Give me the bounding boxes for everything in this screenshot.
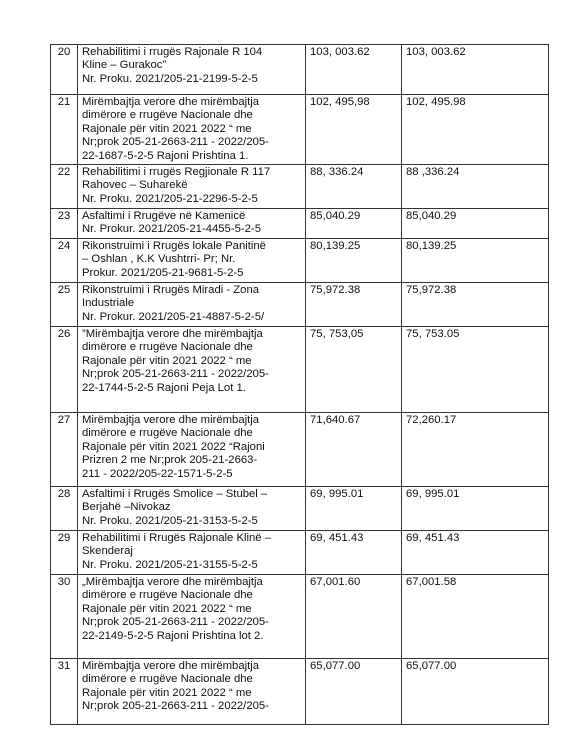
table-row [51, 659, 549, 725]
project-description: Asfaltimi i Rrugës Smolice – Stubel – Berjahë –Nivokaz Nr. Proku. 2021/205-21-3153-5-2-5 [78, 487, 306, 531]
project-description: „Mirëmbajtja verore dhe mirëmbajtja dimërore e rrugëve Nacionale dhe Rajonale për vitin 2021 2022 “ me Nr;prok 205-21-2663-211 - 2022/205- 22-2149-5-2-5 Rajoni Prishtina lot 2. [78, 575, 306, 659]
row-number: 20 [51, 45, 78, 95]
project-description: ”Mirëmbajtja verore dhe mirëmbajtja dimërore e rrugëve Nacionale dhe Rajonale për vitin 2021 2022 “ me Nr;prok 205-21-2663-211 - 2022/205- 22-1744-5-2-5 Rajoni Peja Lot 1. [78, 327, 306, 413]
amount-contract: 80,139.25 [306, 239, 402, 283]
table-row [51, 45, 549, 95]
project-description: Asfaltimi i Rrugëve në Kamenicë Nr. Prokur. 2021/205-21-4455-5-2-5 [78, 209, 306, 239]
amount-contract: 67,001.60 [306, 575, 402, 659]
project-description: Rehabilitimi i rrugës Rajonale R 104 Kline – Gurakoc” Nr. Proku. 2021/205-21-2199-5-2-5 [78, 45, 306, 95]
row-number: 26 [51, 327, 78, 413]
table-row [51, 531, 549, 575]
table-row [51, 209, 549, 239]
amount-contract: 88, 336.24 [306, 165, 402, 209]
project-description: Rikonstruimi i Rrugës Miradi - Zona Industriale Nr. Prokur. 2021/205-21-4887-5-2-5/ [78, 283, 306, 327]
row-number: 22 [51, 165, 78, 209]
amount-contract: 102, 495,98 [306, 95, 402, 165]
row-number: 21 [51, 95, 78, 165]
row-number: 28 [51, 487, 78, 531]
amount-contract: 65,077.00 [306, 659, 402, 725]
table-row [51, 575, 549, 659]
project-description: Rehabilitimi i Rrugës Rajonale Klinë – Skenderaj Nr. Proku. 2021/205-21-3155-5-2-5 [78, 531, 306, 575]
row-number: 30 [51, 575, 78, 659]
row-number: 31 [51, 659, 78, 725]
amount-paid: 67,001.58 [402, 575, 549, 659]
amount-contract: 103, 003.62 [306, 45, 402, 95]
amount-paid: 80,139.25 [402, 239, 549, 283]
amount-paid: 103, 003.62 [402, 45, 549, 95]
amount-contract: 75, 753,05 [306, 327, 402, 413]
table-row [51, 413, 549, 487]
project-description: Rehabilitimi i rrugës Regjionale R 117 Rahovec – Suharekë Nr. Proku. 2021/205-21-2296-5-2-5 [78, 165, 306, 209]
table-row [51, 283, 549, 327]
amount-paid: 69, 995.01 [402, 487, 549, 531]
project-description: Rikonstruimi i Rrugës lokale Panitinë – Oshlan , K.K Vushtrri- Pr; Nr. Prokur. 2021/205-21-9681-5-2-5 [78, 239, 306, 283]
amount-contract: 69, 451.43 [306, 531, 402, 575]
row-number: 23 [51, 209, 78, 239]
amount-contract: 85,040.29 [306, 209, 402, 239]
amount-contract: 71,640.67 [306, 413, 402, 487]
amount-contract: 69, 995.01 [306, 487, 402, 531]
project-description: Mirëmbajtja verore dhe mirëmbajtja dimërore e rrugëve Nacionale dhe Rajonale për vitin 2021 2022 “ me Nr;prok 205-21-2663-211 - 2022/205- 22-1687-5-2-5 Rajoni Prishtina 1. [78, 95, 306, 165]
amount-paid: 72,260.17 [402, 413, 549, 487]
amount-paid: 75, 753.05 [402, 327, 549, 413]
projects-table [50, 44, 549, 725]
table-row [51, 487, 549, 531]
amount-contract: 75,972.38 [306, 283, 402, 327]
row-number: 25 [51, 283, 78, 327]
amount-paid: 75,972.38 [402, 283, 549, 327]
project-description: Mirëmbajtja verore dhe mirëmbajtja dimërore e rrugëve Nacionale dhe Rajonale për vitin 2021 2022 “ me Nr;prok 205-21-2663-211 - 2022/205- [78, 659, 306, 725]
row-number: 27 [51, 413, 78, 487]
amount-paid: 65,077.00 [402, 659, 549, 725]
amount-paid: 102, 495.98 [402, 95, 549, 165]
row-number: 24 [51, 239, 78, 283]
row-number: 29 [51, 531, 78, 575]
table-row [51, 165, 549, 209]
table-row [51, 95, 549, 165]
amount-paid: 88 ,336.24 [402, 165, 549, 209]
table-row [51, 327, 549, 413]
table-row [51, 239, 549, 283]
amount-paid: 85,040.29 [402, 209, 549, 239]
project-description: Mirëmbajtja verore dhe mirëmbajtja dimërore e rrugëve Nacionale dhe Rajonale për vitin 2021 2022 “Rajoni Prizren 2 me Nr;prok 205-21-2663- 211 - 2022/205-22-1571-5-2-5 [78, 413, 306, 487]
amount-paid: 69, 451.43 [402, 531, 549, 575]
